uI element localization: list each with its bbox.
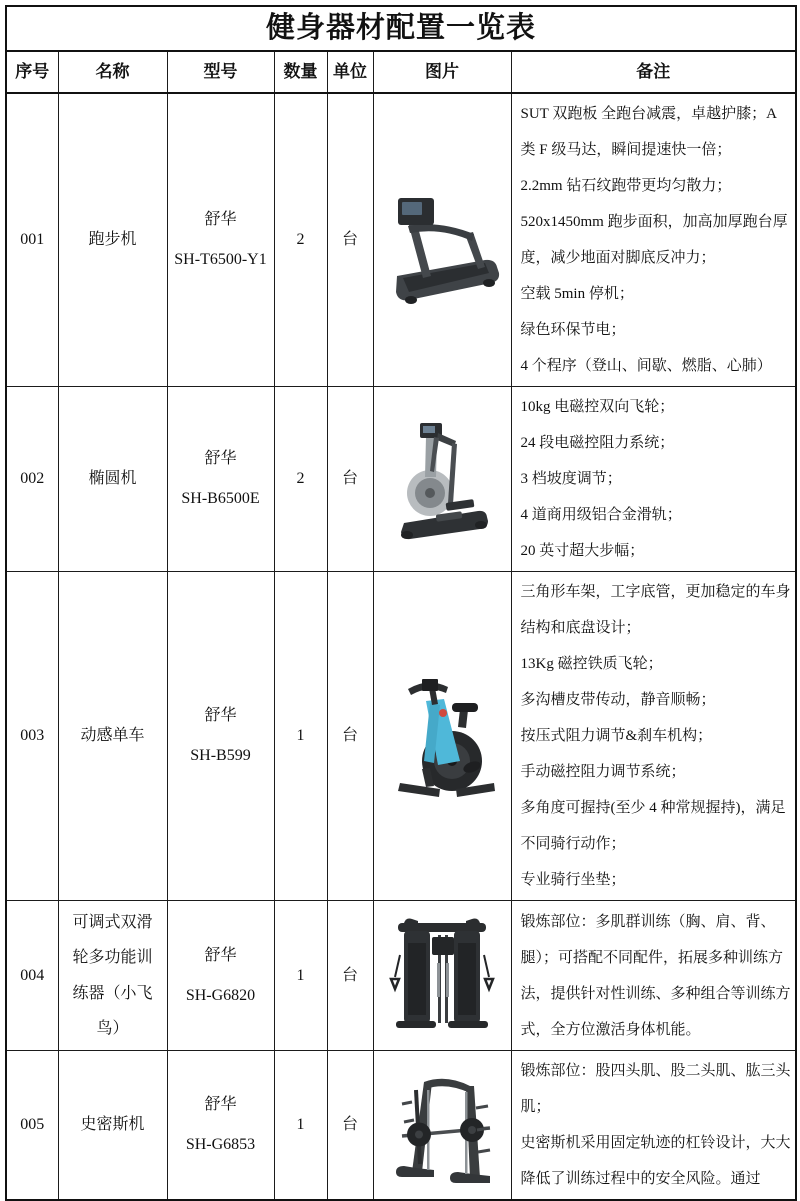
column-header-no: 序号 [6,51,58,93]
remark-line: SUT 双跑板 全跑台减震，卓越护膝；A类 F 级马达，瞬间提速快一倍； [520,106,777,158]
table-row [6,93,796,387]
model-code: SH-T6500-Y1 [174,251,267,268]
brand-text: 舒华 [204,450,237,467]
cell-qty: 2 [274,93,327,387]
equipment-table-sheet [5,5,795,1201]
remark-line: 按压式阻力调节&刹车机构； [520,728,713,744]
cell-unit: 台 [327,901,373,1051]
cell-unit: 台 [327,1051,373,1201]
equipment-table [5,5,797,1201]
remark-line: 20 英寸超大步幅； [520,543,645,559]
remark-line: 绿色环保节电； [520,322,626,338]
remark-line: 13Kg 磁控铁质飞轮； [520,656,663,672]
remark-line: 空载 5min 停机； [520,286,634,302]
smith-machine-photo [386,1060,498,1190]
model-code: SH-G6820 [185,986,256,1004]
model-code: SH-G6853 [185,1136,256,1153]
cell-image [373,387,511,572]
remark-line: 史密斯机采用固定轨迹的杠铃设计，大大降低了训练过程中的安全风险。通过 [520,1135,791,1187]
column-header-remarks: 备注 [511,51,796,93]
brand-text: 舒华 [204,211,237,228]
cell-name: 椭圆机 [58,387,167,572]
cell-image [373,572,511,901]
column-header-name: 名称 [58,51,167,93]
cell-image [373,93,511,387]
brand-text: 舒华 [204,946,237,964]
cell-no: 003 [6,572,58,901]
cell-image [373,1051,511,1201]
remark-line: 三角形车架，工字底管，更加稳定的车身结构和底盘设计； [520,584,791,636]
cell-remarks [511,1051,796,1201]
cell-name: 跑步机 [58,93,167,387]
remark-line: 4 个程序（登山、间歇、燃脂、心肺） [520,358,772,374]
functional-trainer-photo [388,915,496,1037]
table-row [6,901,796,1051]
page-title: 健身器材配置一览表 [6,6,796,51]
remark-line: 2.2mm 钻石纹跑带更均匀散力； [520,178,732,194]
cell-unit: 台 [327,387,373,572]
cell-qty: 1 [274,572,327,901]
cell-no: 002 [6,387,58,572]
cell-remarks [511,901,796,1051]
remark-line: 24 段电磁控阻力系统； [520,435,675,451]
remark-line: 520x1450mm 跑步面积，加高加厚跑台厚度，减少地面对脚底反冲力； [520,214,788,266]
cell-name: 史密斯机 [58,1051,167,1201]
column-header-image: 图片 [373,51,511,93]
cell-name: 动感单车 [58,572,167,901]
remark-line: 锻炼部位：多肌群训练（胸、肩、背、腿）；可搭配不同配件，拓展多种训练方法，提供针对性训练、多种组合等训练方式，全方位激活身体机能。 [520,913,791,1038]
remark-line: 多角度可握持(至少 4 种常规握持)，满足不同骑行动作； [520,800,786,852]
cell-qty: 1 [274,1051,327,1201]
brand-text: 舒华 [204,707,237,724]
header-row [6,51,796,93]
cell-model [167,387,274,572]
cell-model [167,901,274,1051]
cell-model [167,572,274,901]
remark-line: 4 道商用级铝合金滑轨； [520,507,682,523]
table-row [6,1051,796,1201]
treadmill-photo [381,170,503,310]
cell-no: 005 [6,1051,58,1201]
brand-text: 舒华 [204,1096,237,1113]
cell-qty: 2 [274,387,327,572]
remark-line: 多沟槽皮带传动，静音顺畅； [520,692,716,708]
cell-remarks [511,572,796,901]
remark-line: 3 档坡度调节； [520,471,622,487]
cell-qty: 1 [274,901,327,1051]
remark-line: 10kg 电磁控双向飞轮； [520,399,675,415]
cell-unit: 台 [327,572,373,901]
title-row [6,6,796,51]
cell-unit: 台 [327,93,373,387]
model-code: SH-B599 [190,747,251,764]
remark-line: 手动磁控阻力调节系统； [520,764,686,780]
cell-remarks [511,93,796,387]
cell-no: 004 [6,901,58,1051]
spin-bike-photo [386,665,498,807]
remark-line: 专业骑行坐垫； [520,872,626,888]
remark-line: 锻炼部位：股四头肌、股二头肌、肱三头肌； [520,1063,791,1115]
elliptical-photo [390,411,494,547]
cell-model [167,93,274,387]
column-header-unit: 单位 [327,51,373,93]
column-header-model: 型号 [167,51,274,93]
cell-model [167,1051,274,1201]
model-code: SH-B6500E [181,490,260,507]
cell-name: 可调式双滑轮多功能训练器（小飞鸟） [58,901,167,1051]
cell-image [373,901,511,1051]
table-row [6,572,796,901]
cell-no: 001 [6,93,58,387]
table-row [6,387,796,572]
cell-remarks [511,387,796,572]
column-header-qty: 数量 [274,51,327,93]
